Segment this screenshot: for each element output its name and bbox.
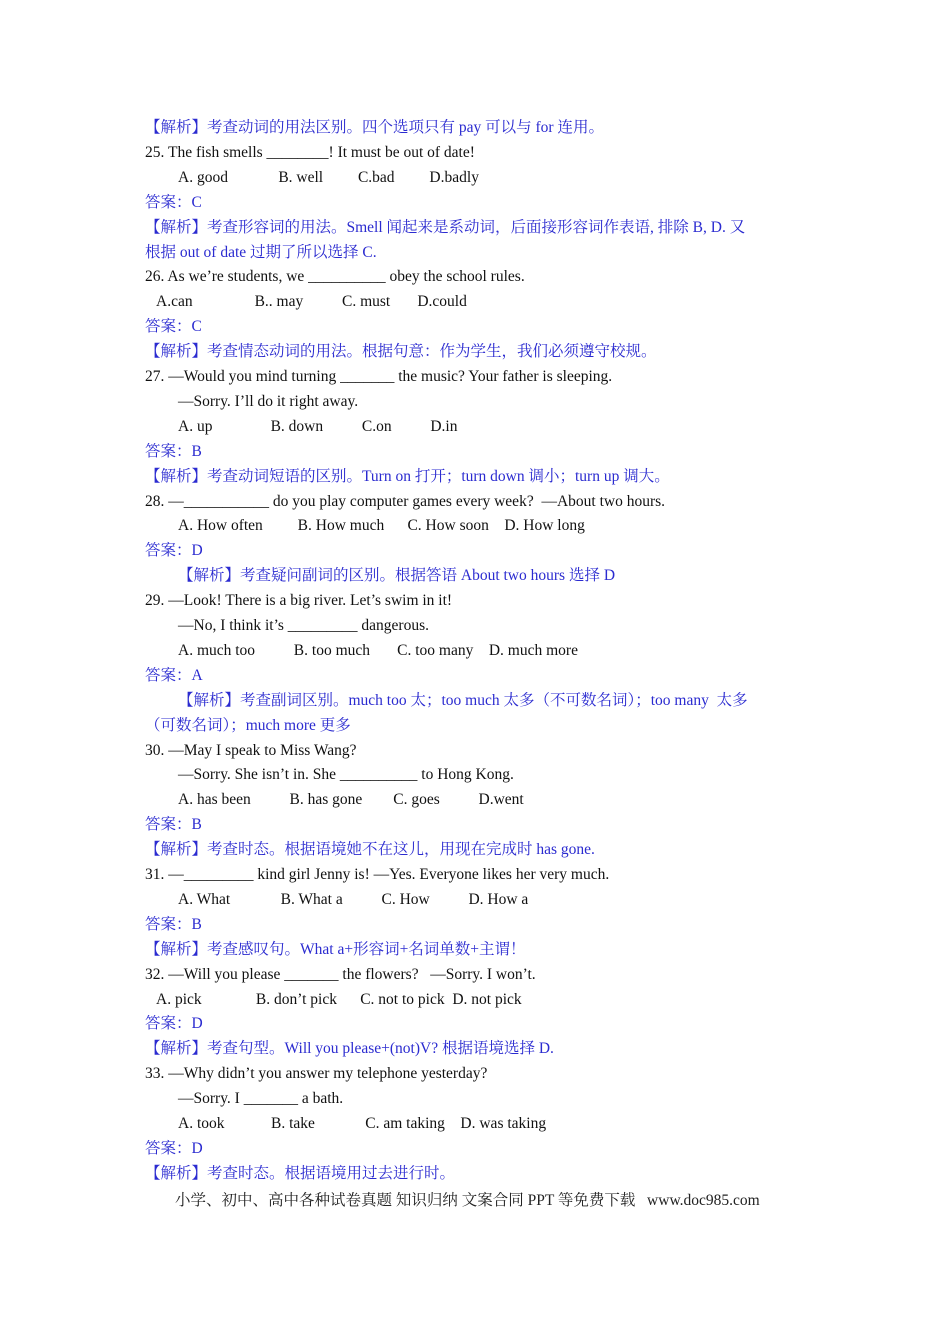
question-line: A. up B. down C.on D.in: [178, 418, 458, 435]
explanation-line: 根据 out of date 过期了所以选择 C.: [145, 244, 377, 261]
explanation-line: 答案：B: [145, 816, 202, 833]
explanation-line: 【解析】考查动词短语的区别。Turn on 打开；turn down 调小；turn up 调大。: [145, 468, 670, 485]
explanation-line: 【解析】考查感叹句。What a+形容词+名词单数+主谓！: [145, 941, 526, 958]
explanation-line: 答案：A: [145, 667, 203, 684]
question-line: A. has been B. has gone C. goes D.went: [178, 791, 524, 808]
question-line: 33. —Why didn’t you answer my telephone yesterday?: [145, 1065, 488, 1082]
explanation-line: 【解析】考查副词区别。much too 太；too much 太多（不可数名词）；too many 太多: [178, 692, 748, 709]
question-line: —Sorry. I’ll do it right away.: [178, 393, 359, 410]
question-line: A. What B. What a C. How D. How a: [178, 891, 529, 908]
explanation-line: 答案：D: [145, 542, 203, 559]
question-line: 25. The fish smells ________! It must be out of date!: [145, 144, 475, 161]
explanation-line: 答案：C: [145, 194, 202, 211]
explanation-line: 【解析】考查时态。根据语境她不在这儿，用现在完成时 has gone.: [145, 841, 595, 858]
question-line: 30. —May I speak to Miss Wang?: [145, 742, 357, 759]
explanation-line: 【解析】考查形容词的用法。Smell 闻起来是系动词，后面接形容词作表语, 排除 B, D. 又: [145, 219, 746, 236]
explanation-line: 【解析】考查句型。Will you please+(not)V? 根据语境选择 D.: [145, 1040, 554, 1057]
explanation-line: 答案：B: [145, 443, 202, 460]
question-line: A. much too B. too much C. too many D. much more: [178, 642, 578, 659]
question-line: 32. —Will you please _______ the flowers? —Sorry. I won’t.: [145, 966, 536, 983]
explanation-line: 答案：B: [145, 916, 202, 933]
explanation-line: 答案：D: [145, 1015, 203, 1032]
explanation-line: 【解析】考查情态动词的用法。根据句意：作为学生，我们必须遵守校规。: [145, 343, 657, 360]
question-line: A.can B.. may C. must D.could: [156, 293, 467, 310]
question-line: 28. —___________ do you play computer games every week? —About two hours.: [145, 493, 666, 510]
question-line: —Sorry. I _______ a bath.: [178, 1090, 344, 1107]
question-line: A. pick B. don’t pick C. not to pick D. not pick: [156, 991, 522, 1008]
question-line: 31. —_________ kind girl Jenny is! —Yes. Everyone likes her very much.: [145, 866, 610, 883]
explanation-line: 答案：D: [145, 1140, 203, 1157]
explanation-line: 【解析】考查时态。根据语境用过去进行时。: [145, 1165, 456, 1182]
explanation-line: 答案：C: [145, 318, 202, 335]
question-line: 29. —Look! There is a big river. Let’s swim in it!: [145, 592, 453, 609]
explanation-line: （可数名词）；much more 更多: [145, 717, 351, 734]
question-line: 27. —Would you mind turning _______ the music? Your father is sleeping.: [145, 368, 613, 385]
question-line: A. took B. take C. am taking D. was taking: [178, 1115, 547, 1132]
explanation-line: 【解析】考查动词的用法区别。四个选项只有 pay 可以与 for 连用。: [145, 119, 604, 136]
question-line: 26. As we’re students, we __________ obey the school rules.: [145, 268, 525, 285]
explanation-line: 【解析】考查疑问副词的区别。根据答语 About two hours 选择 D: [178, 567, 616, 584]
question-line: A. good B. well C.bad D.badly: [178, 169, 479, 186]
page-footer: 小学、初中、高中各种试卷真题 知识归纳 文案合同 PPT 等免费下载 www.doc985.com: [175, 1192, 760, 1209]
question-line: —Sorry. She isn’t in. She __________ to Hong Kong.: [178, 766, 514, 783]
question-line: —No, I think it’s _________ dangerous.: [178, 617, 429, 634]
question-line: A. How often B. How much C. How soon D. How long: [178, 517, 585, 534]
